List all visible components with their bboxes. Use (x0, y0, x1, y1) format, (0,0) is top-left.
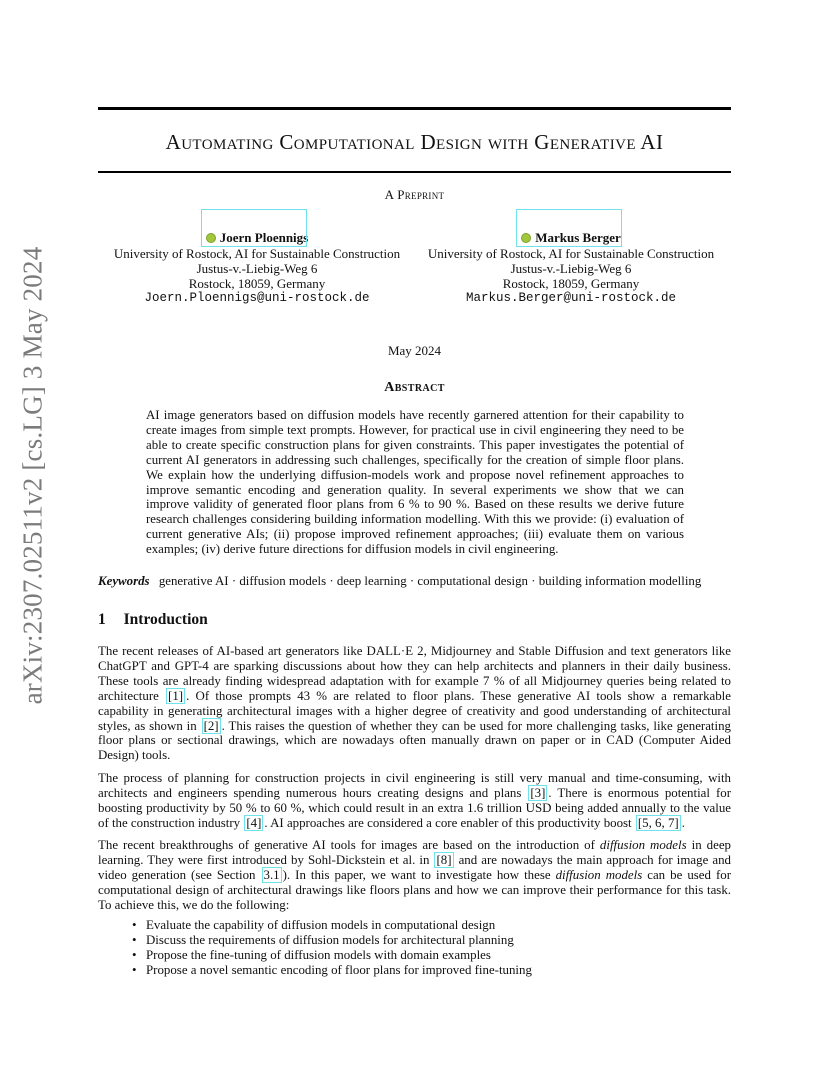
emphasis-term: diffusion models (599, 838, 687, 852)
paragraph-text: can be used for computational design of architectural drawings like floors plans and how we can improve their performance for this task. To achieve this, we do the following: (98, 867, 731, 912)
paragraph-text: . AI approaches are considered a core enabler of this productivity boost (264, 815, 635, 830)
paragraph-text: The process of planning for construction projects in civil engineering is still very manual and time-consuming, with architects and engineers spending numerous hours creating designs and plans (98, 771, 731, 800)
author-street: Justus-v.-Liebig-Weg 6 (510, 261, 632, 276)
citation-link[interactable]: [3] (530, 785, 546, 800)
contribution-list (130, 918, 532, 978)
author-email[interactable]: Markus.Berger@uni-rostock.de (465, 291, 677, 305)
preprint-label: A Preprint (384, 187, 445, 202)
paragraph-text: in deep learning. They were first introduced by Sohl-Dickstein et al. in (98, 838, 731, 867)
abstract-text: AI image generators based on diffusion models have recently garnered attention for their capability to create images from simple text prompts. However, for practical use in civil engineering they need to be able to create specific construction plans for given constraints. This paper investigates the potential of current AI generators in addressing such challenges, specifically for the creation of simple floor plans. We explain how the underlying diffusion-models work and propose novel refinement approaches to improve semantic encoding and generation quality. In several experiments we show that we can improve validity of generated floor plans from 6 % to 90 %. Based on these results we derive future research challenges considering building information modelling. With this we provide: (i) evaluation of current generative AIs; (ii) propose improved refinement approaches; (iii) evaluate them on various examples; (iv) derive future directions for diffusion models in civil engineering. (146, 408, 684, 557)
abstract-heading: Abstract (384, 380, 445, 395)
author-street: Justus-v.-Liebig-Weg 6 (196, 261, 318, 276)
paragraph-text: The recent releases of AI-based art generators like DALL·E 2, Midjourney and Stable Diffusion and text generators like ChatGPT and GPT-4 are sparking discussions about how they can help architects and planners in their daily business. These tools are already finding widespread adaptation with for example 7 % of all Midjourney queries being related to architecture (98, 644, 731, 703)
publication-date: May 2024 (387, 343, 442, 358)
section-link[interactable]: 3.1 (263, 867, 280, 882)
author-name: Markus Berger (535, 230, 621, 245)
citation-link[interactable]: [8] (436, 852, 452, 867)
arxiv-identifier (2, 246, 64, 704)
paragraph-text: . Of those prompts 43 % are related to floor plans. These generative AI tools show a remarkable capability in generating architectural images with a higher degree of creativity and good understanding of architectural styles, as shown in (98, 688, 731, 733)
section-title: Introduction (123, 611, 208, 628)
author-link-box[interactable] (201, 209, 307, 247)
title-rule-bottom (98, 171, 731, 173)
author-city: Rostock, 18059, Germany (502, 276, 640, 291)
author-link-box[interactable] (516, 209, 622, 247)
paragraph-text: and are nowadays the main approach for image and video generation (see Section (98, 852, 731, 882)
author-affiliation: University of Rostock, AI for Sustainable Construction (427, 246, 715, 261)
paragraph-text: ). In this paper, we want to investigate how these (282, 867, 556, 882)
author-name: Joern Ploennigs (219, 230, 309, 245)
citation-link[interactable]: [5, 6, 7] (637, 815, 679, 830)
keywords-label: Keywords (98, 574, 150, 588)
author-block-2 (416, 229, 726, 306)
paragraph-1 (98, 644, 731, 763)
section-heading (98, 611, 208, 629)
paragraph-text: . There is enormous potential for boosting productivity by 50 % to 60 %, which could result in an extra 1.6 trillion USD being added annually to the value of the construction industry (98, 785, 731, 830)
citation-link[interactable]: [2] (203, 718, 219, 733)
paragraph-3 (98, 838, 731, 913)
paragraph-2 (98, 771, 731, 831)
arxiv-identifier-text: arXiv:2307.02511v2 [cs.LG] 3 May 2024 (17, 246, 48, 704)
keywords-line (98, 574, 731, 589)
author-city: Rostock, 18059, Germany (188, 276, 326, 291)
list-item: • Discuss the requirements of diffusion models for architectural planning (130, 933, 532, 948)
author-email[interactable]: Joern.Ploennigs@uni-rostock.de (144, 291, 370, 305)
paragraph-text: . This raises the question of whether they can be used for more challenging tasks, like generating floor plans or sectional drawings, which are nowadays often manually drawn on paper or in CAD (Computer Aided Design) tools. (98, 718, 731, 763)
paragraph-text: . (681, 815, 685, 830)
title-rule-top (98, 107, 731, 110)
keywords-list: generative AI · diffusion models · deep learning · computational design · building information modelling (158, 574, 702, 588)
author-block-1 (98, 229, 416, 306)
citation-link[interactable]: [4] (246, 815, 262, 830)
list-item: • Propose a novel semantic encoding of floor plans for improved fine-tuning (130, 963, 532, 978)
section-number: 1 (98, 611, 106, 628)
list-item: • Propose the fine-tuning of diffusion models with domain examples (130, 948, 532, 963)
paper-title: Automating Computational Design with Generative AI (165, 130, 664, 154)
author-affiliation: University of Rostock, AI for Sustainable Construction (113, 246, 401, 261)
list-item: • Evaluate the capability of diffusion models in computational design (130, 918, 532, 933)
citation-link[interactable]: [1] (168, 688, 184, 703)
paragraph-text: The recent breakthroughs of generative AI tools for images are based on the introduction of (98, 838, 600, 852)
emphasis-term: diffusion models (555, 867, 643, 882)
